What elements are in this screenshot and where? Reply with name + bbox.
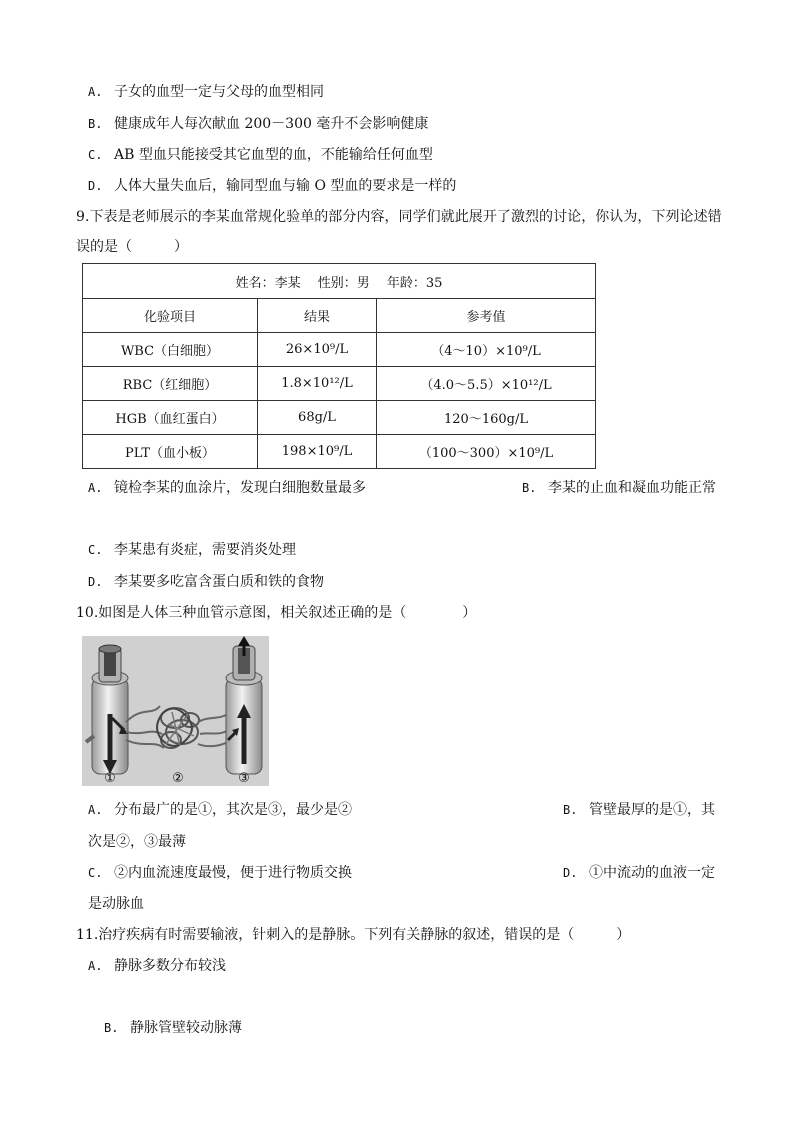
q9-option-a (88, 479, 366, 497)
option-text: 健康成年人每次献血 200－300 毫升不会影响健康 (114, 116, 429, 132)
table-cell: 68g/L (258, 401, 377, 435)
q10-option-a (88, 801, 352, 819)
table-header: 姓名：李某 性别：男 年龄：35 (83, 264, 596, 299)
column-header: 化验项目 (83, 299, 258, 333)
figure-label-1: ① (104, 771, 116, 786)
q11-option-a (88, 957, 226, 975)
q10-option-b-continued: 次是②，③最薄 (88, 834, 186, 850)
option-text: 李某要多吃富含蛋白质和铁的食物 (114, 574, 324, 590)
option-text: 镜检李某的血涂片，发现白细胞数量最多 (114, 480, 366, 496)
q9-option-d (88, 573, 324, 591)
option-text: 人体大量失血后，输同型血与输 O 型血的要求是一样的 (114, 178, 457, 194)
q10-stem: 10.如图是人体三种血管示意图，相关叙述正确的是（ ） (76, 605, 477, 621)
table-cell: 26×10⁹/L (258, 333, 377, 367)
option-text: 管壁最厚的是①，其 (589, 802, 715, 818)
option-text: 分布最广的是①，其次是③，最少是② (114, 802, 352, 818)
option-text: 李某患有炎症，需要消炎处理 (114, 542, 296, 558)
option-letter: B. (104, 1021, 119, 1035)
q9-option-c (88, 541, 296, 559)
table-cell: （100～300）×10⁹/L (377, 435, 596, 469)
q11-stem: 11.治疗疾病有时需要输液，针刺入的是静脉。下列有关静脉的叙述，错误的是（ ） (76, 927, 631, 943)
option-text: 子女的血型一定与父母的血型相同 (114, 84, 324, 100)
q10-option-d (563, 864, 715, 882)
q8-option-c (88, 146, 433, 164)
blood-vessels-figure (82, 636, 269, 786)
blood-vessels-diagram (82, 636, 269, 786)
q11-option-b (104, 1019, 242, 1037)
artery-shape (86, 645, 128, 774)
option-letter: A. (88, 959, 103, 973)
figure-label-3: ③ (238, 771, 250, 786)
table-cell: （4.0～5.5）×10¹²/L (377, 367, 596, 401)
option-text: 静脉管壁较动脉薄 (130, 1020, 242, 1036)
q10-option-d-continued: 是动脉血 (88, 896, 144, 912)
q8-option-b (88, 115, 428, 133)
column-header: 参考值 (377, 299, 596, 333)
option-letter: B. (88, 117, 103, 131)
table-cell: WBC（白细胞） (83, 333, 258, 367)
q9-stem-line2: 误的是（ ） (76, 239, 188, 255)
option-letter: D. (88, 179, 103, 193)
table-cell: 120～160g/L (377, 401, 596, 435)
option-text: 李某的止血和凝血功能正常 (548, 480, 716, 496)
option-letter: B. (522, 481, 537, 495)
option-text: ①中流动的血液一定 (589, 865, 715, 881)
q8-option-d (88, 177, 456, 195)
table-cell: PLT（血小板） (83, 435, 258, 469)
option-letter: C. (88, 148, 103, 162)
q9-option-b (522, 479, 716, 497)
q10-option-c (88, 864, 352, 882)
option-letter: A. (88, 803, 103, 817)
option-letter: C. (88, 866, 103, 880)
option-letter: A. (88, 481, 103, 495)
capillary-network (126, 706, 228, 748)
option-text: 静脉多数分布较浅 (114, 958, 226, 974)
figure-label-2: ② (172, 771, 184, 786)
table-cell: 198×10⁹/L (258, 435, 377, 469)
option-letter: A. (88, 85, 103, 99)
table-row (83, 435, 596, 469)
table-cell: RBC（红细胞） (83, 367, 258, 401)
option-letter: D. (563, 866, 578, 880)
blood-test-table (82, 263, 596, 469)
q8-option-a (88, 83, 324, 101)
vein-shape (226, 636, 262, 774)
option-letter: D. (88, 575, 103, 589)
column-header: 结果 (258, 299, 377, 333)
option-letter: C. (88, 543, 103, 557)
option-text: AB 型血只能接受其它血型的血，不能输给任何血型 (114, 147, 433, 163)
table-row (83, 333, 596, 367)
table-row (83, 367, 596, 401)
q9-stem-line1: 9.下表是老师展示的李某血常规化验单的部分内容，同学们就此展开了激烈的讨论，你认为，下列论述错 (76, 209, 722, 225)
table-cell: HGB（血红蛋白） (83, 401, 258, 435)
option-letter: B. (563, 803, 578, 817)
option-text: ②内血流速度最慢，便于进行物质交换 (114, 865, 352, 881)
table-cell: （4～10）×10⁹/L (377, 333, 596, 367)
q10-option-b (563, 801, 715, 819)
table-row (83, 401, 596, 435)
table-cell: 1.8×10¹²/L (258, 367, 377, 401)
